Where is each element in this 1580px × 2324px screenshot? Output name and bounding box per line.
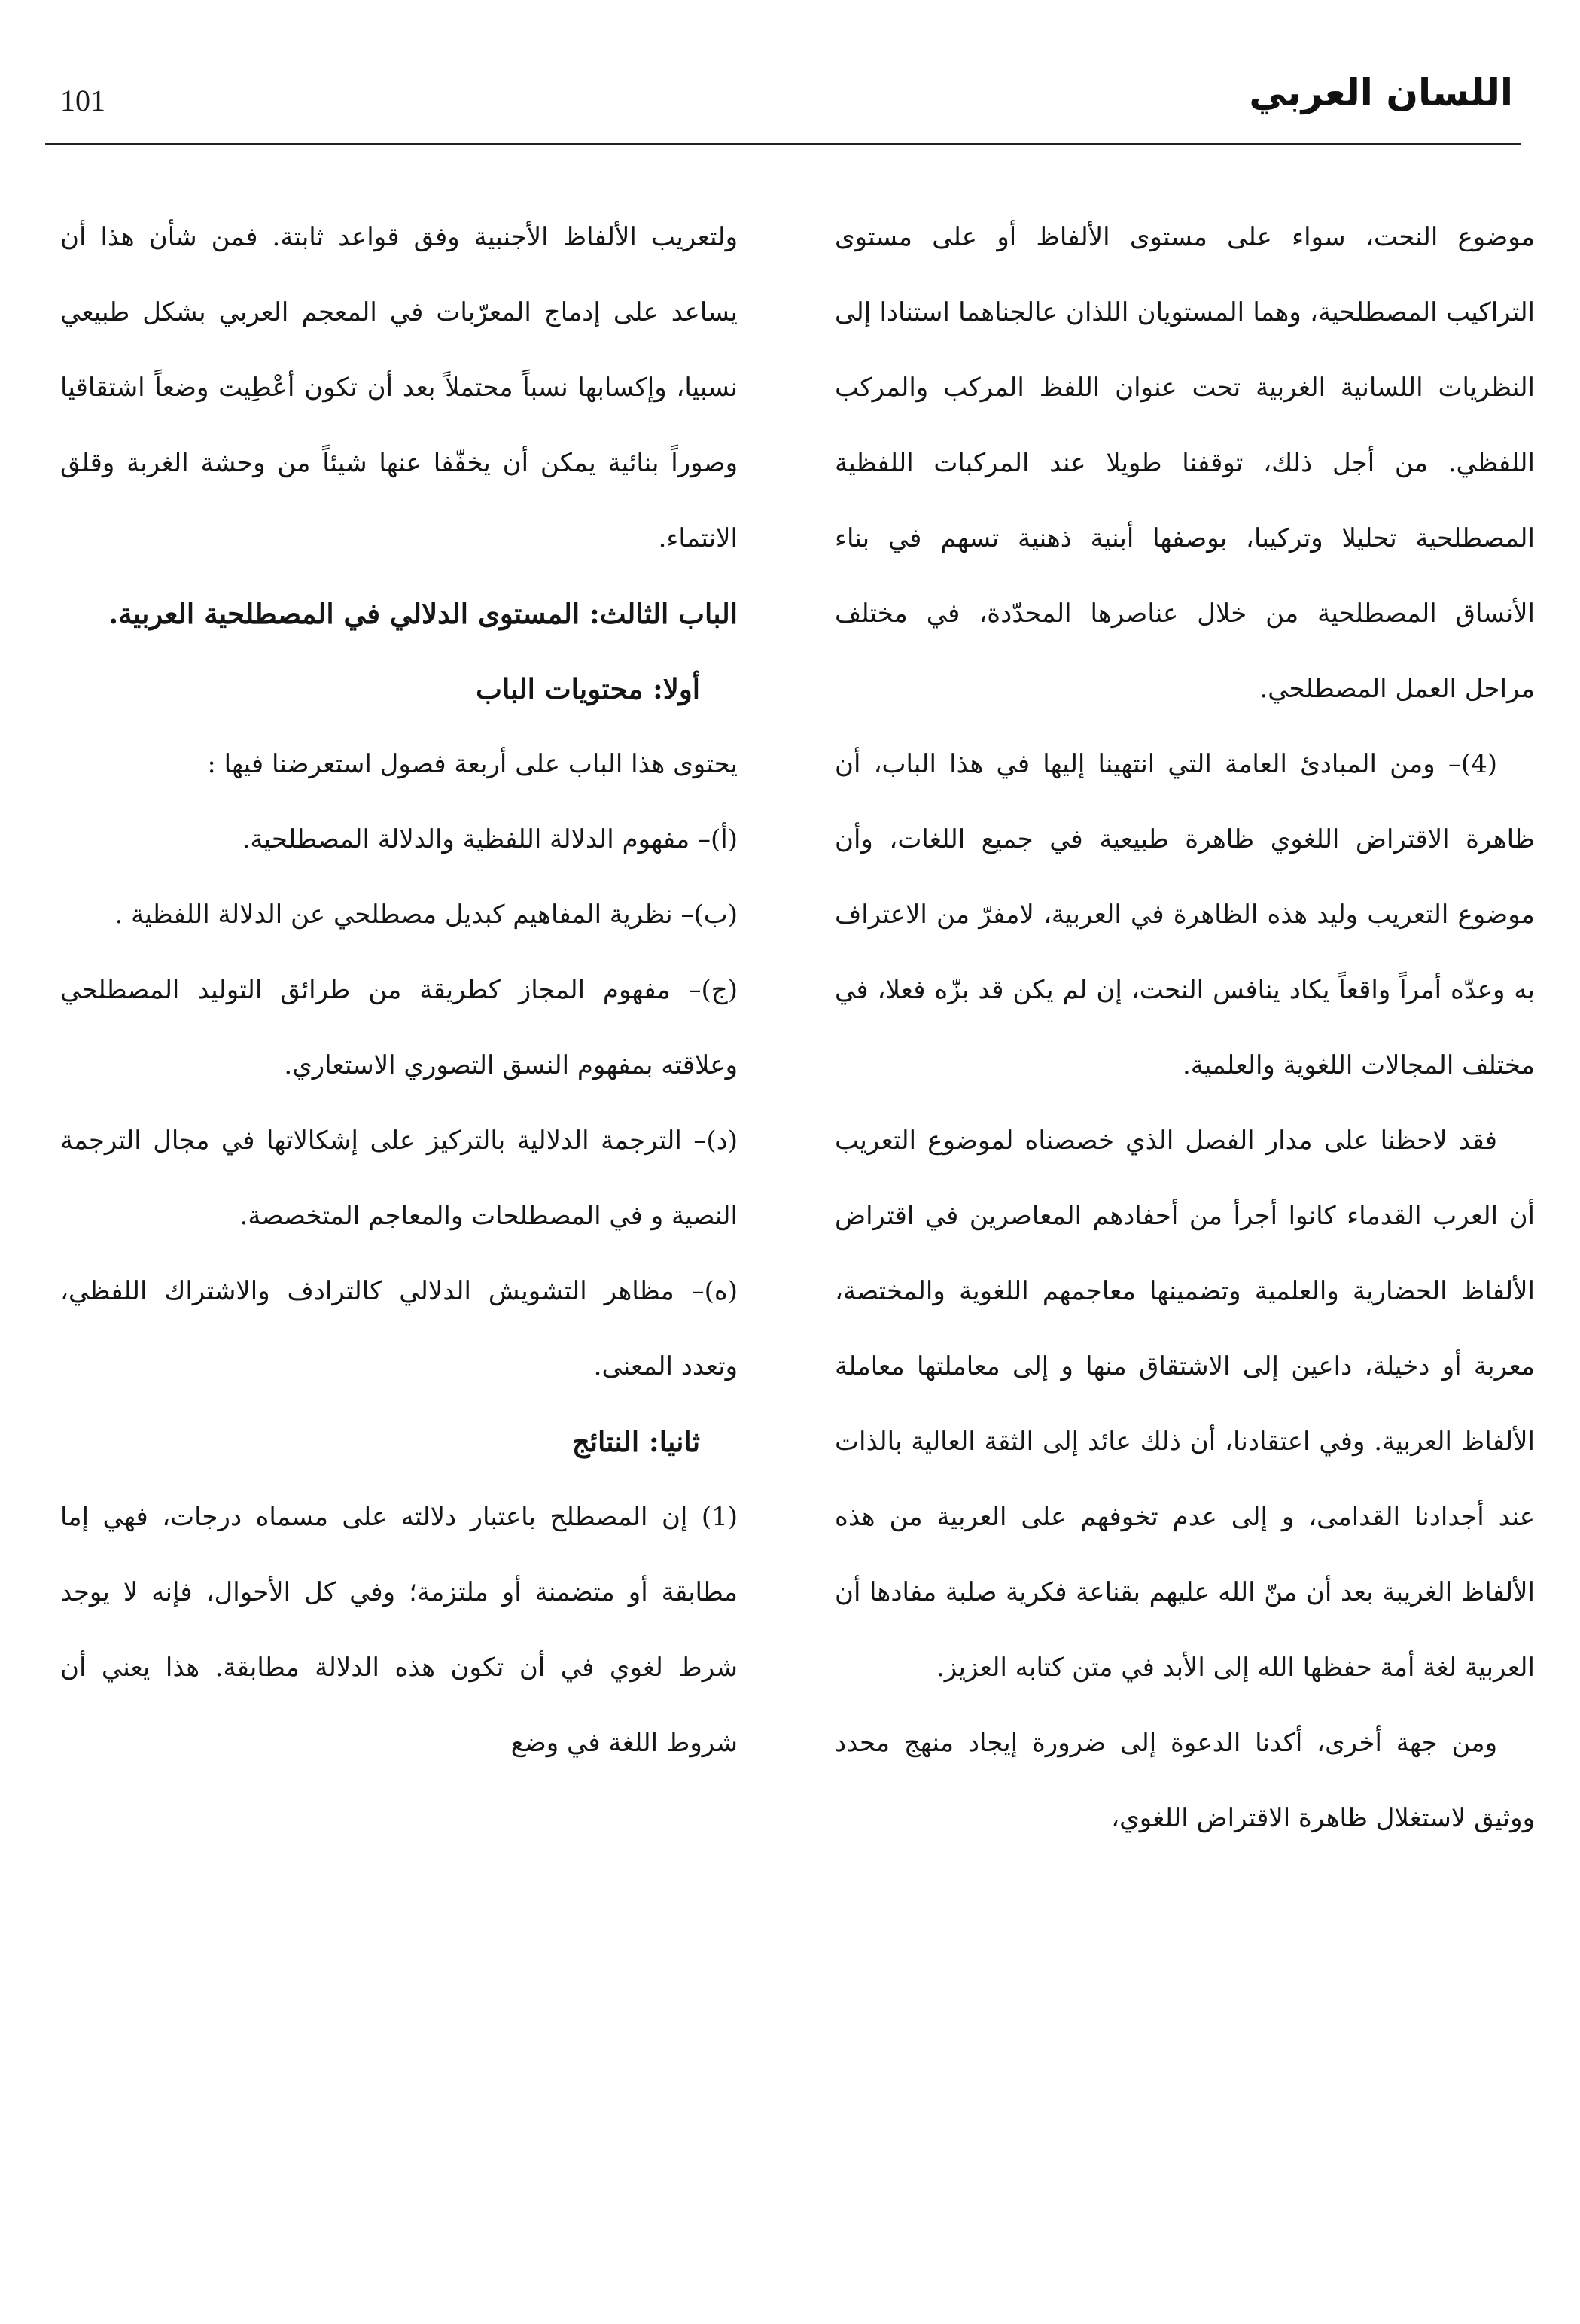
paragraph: ومن جهة أخرى، أكدنا الدعوة إلى ضرورة إيجاد منهج محدد ووثيق لاستغلال ظاهرة الاقتراض اللغوي، [835,1728,1535,1833]
list-item: (ج)– مفهوم المجاز كطريقة من طرائق التوليد المصطلحي وعلاقته بمفهوم النسق التصوري الاستعاري. [60,975,738,1080]
paragraph: فقد لاحظنا على مدار الفصل الذي خصصناه لموضوع التعريب أن العرب القدماء كانوا أجرأ من أحفادهم المعاصرين في اقتراض الألفاظ الحضارية والعلمية وتضمينها معاجمهم اللغوية والمختصة، معربة أو دخيلة، داعين إلى الاشتقاق منها و إلى معاملتها معاملة الألفاظ العربية. وفي اعتقادنا، أن ذلك عائد إلى الثقة العالية بالذات عند أجدادنا القدامى، و إلى عدم تخوفهم على العربية من هذه الألفاظ الغريبة بعد أن منّ الله عليهم بقناعة فكرية صلبة مفادها أن العربية لغة أمة حفظها الله إلى الأبد في متن كتابه العزيز. [835,1125,1535,1683]
list-item: (ب)– نظرية المفاهيم كبديل مصطلحي عن الدلالة اللفظية . [114,900,738,930]
journal-title: اللسان العربي [1249,71,1513,114]
header-rule [45,143,1521,145]
paragraph: (4)– ومن المبادئ العامة التي انتهينا إليها في هذا الباب، أن ظاهرة الاقتراض اللغوي ظاهرة طبيعية في جميع اللغات، وأن موضوع التعريب وليد هذه الظاهرة في العربية، لامفرّ من الاعتراف به وعدّه أمراً واقعاً يكاد ينافس النحت، إن لم يكن قد بزّه فعلا، في مختلف المجالات اللغوية والعلمية. [835,749,1535,1080]
section-heading: ثانيا: النتائج [571,1425,700,1458]
section-heading: أولا: محتويات الباب [476,672,700,705]
right-column [835,200,1535,1856]
list-item: (د)– الترجمة الدلالية بالتركيز على إشكالاتها في مجال الترجمة النصية و في المصطلحات والمعاجم المتخصصة. [60,1125,738,1231]
paragraph: ولتعريب الألفاظ الأجنبية وفق قواعد ثابتة. فمن شأن هذا أن يساعد على إدماج المعرّبات في المعجم العربي بشكل طبيعي نسبيا، وإكسابها نسباً محتملاً بعد أن تكون أعْطِيت وضعاً اشتقاقيا وصوراً بنائية يمكن أن يخفّفا عنها شيئاً من وحشة الغربة وقلق الانتماء. [60,222,738,553]
page-number: 101 [60,84,105,117]
paragraph: يحتوى هذا الباب على أربعة فصول استعرضنا فيها : [207,749,738,779]
left-column [60,200,738,1780]
chapter-heading: الباب الثالث: المستوى الدلالي في المصطلحية العربية. [108,597,738,630]
paragraph: (1) إن المصطلح باعتبار دلالته على مسماه درجات، فهي إما مطابقة أو متضمنة أو ملتزمة؛ وفي كل الأحوال، فإنه لا يوجد شرط لغوي في أن تكون هذه الدلالة مطابقة. هذا يعني أن شروط اللغة في وضع [60,1502,738,1758]
paragraph: موضوع النحت، سواء على مستوى الألفاظ أو على مستوى التراكيب المصطلحية، وهما المستويان اللذان عالجناهما استنادا إلى النظريات اللسانية الغربية تحت عنوان اللفظ المركب والمركب اللفظي. من أجل ذلك، توقفنا طويلا عند المركبات اللفظية المصطلحية تحليلا وتركيبا، بوصفها أبنية ذهنية تسهم في بناء الأنساق المصطلحية من خلال عناصرها المحدّدة، في مختلف مراحل العمل المصطلحي. [835,222,1535,704]
list-item: (ه)– مظاهر التشويش الدلالي كالترادف والاشتراك اللفظي، وتعدد المعنى. [60,1276,738,1381]
list-item: (أ)– مفهوم الدلالة اللفظية والدلالة المصطلحية. [242,824,738,854]
page-header [45,68,1521,139]
